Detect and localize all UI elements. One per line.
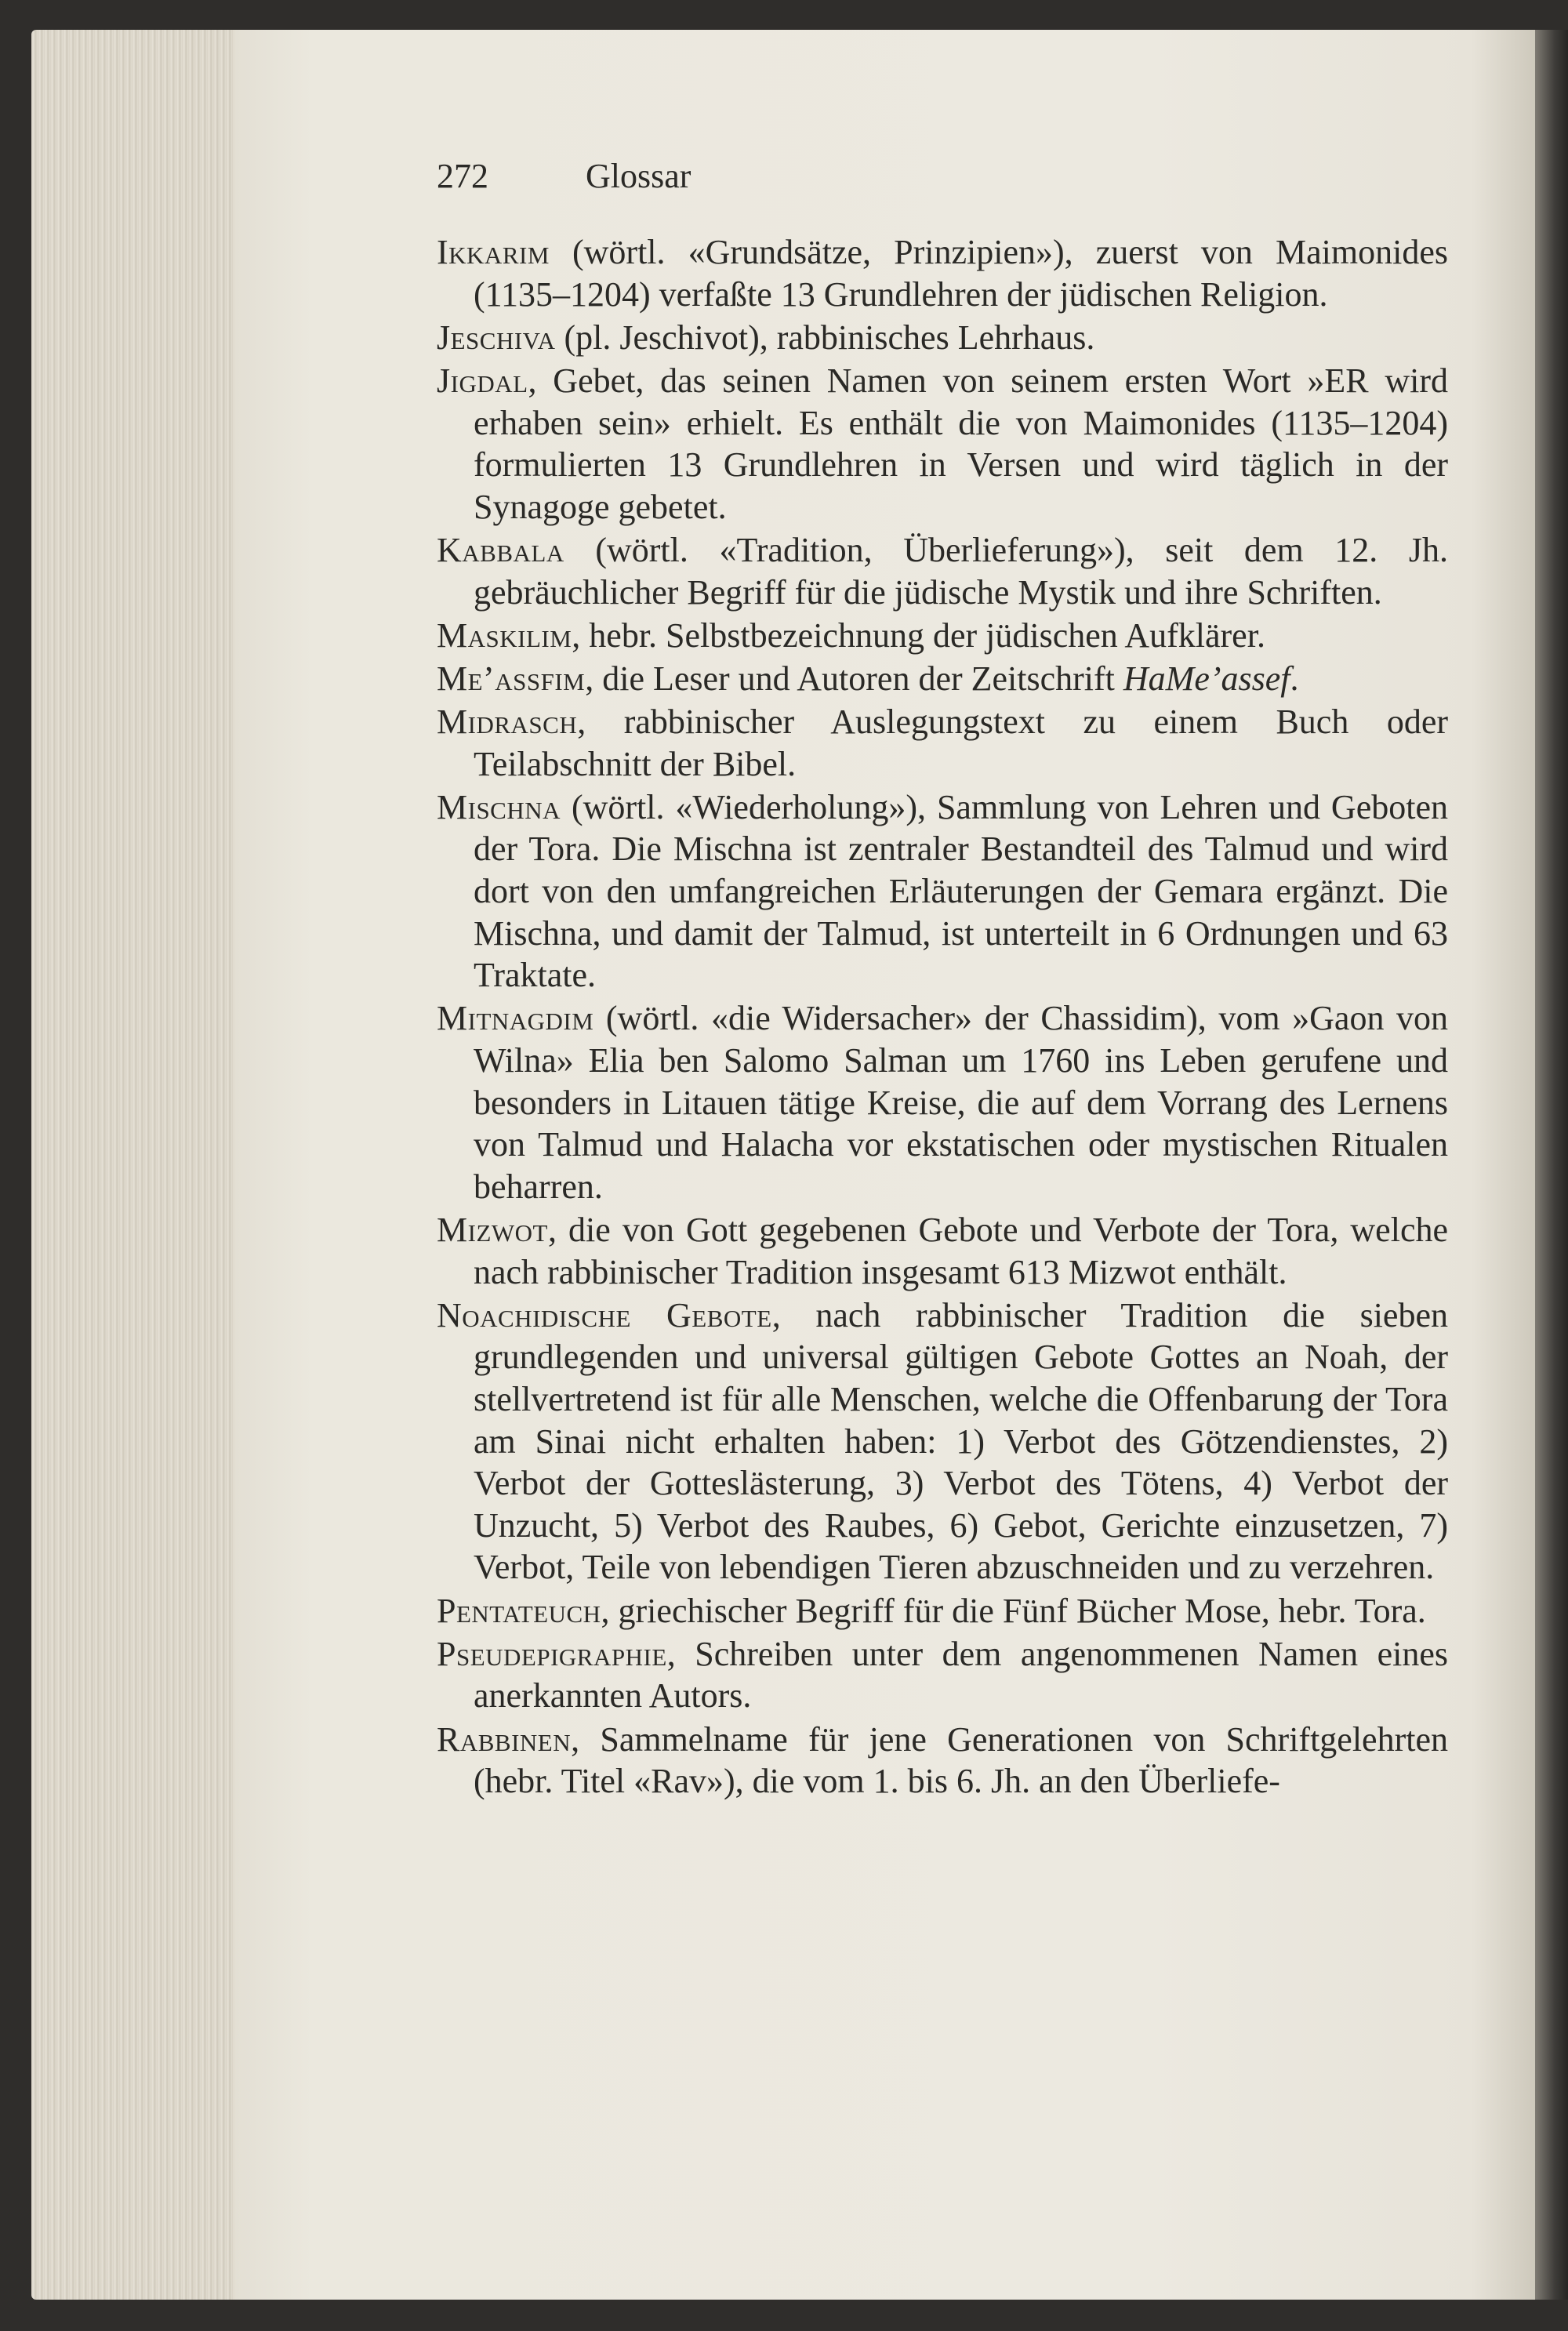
glossary-entry-pseudepigraphie (437, 1633, 1448, 1717)
glossary-definition: , die Leser und Autoren der Zeitschrift (585, 659, 1123, 698)
glossary-definition: (pl. Jeschivot), rabbinisches Lehrhaus. (555, 318, 1095, 357)
glossary-entry-jigdal (437, 360, 1448, 528)
glossary-term: Midrasch (437, 703, 578, 742)
glossary-term: Mitnagdim (437, 999, 594, 1038)
glossary-entry-jeschiva (437, 317, 1448, 359)
book-spine-shadow (1535, 30, 1568, 2300)
glossary-term: Pentateuch (437, 1591, 601, 1630)
glossary-definition-end: . (1290, 659, 1299, 698)
glossary-entry-mitnagdim (437, 997, 1448, 1207)
glossary-entries (437, 231, 1448, 1803)
glossary-entry-maskilim (437, 615, 1448, 657)
glossary-definition: , hebr. Selbstbezeichnung der jüdischen Aufklärer. (572, 615, 1265, 655)
running-header (437, 156, 691, 196)
glossary-term: Mizwot (437, 1211, 548, 1249)
glossary-definition: , rabbinischer Auslegungstext zu einem Buch oder Teilabschnitt der Bibel. (474, 703, 1448, 783)
glossary-entry-pentateuch (437, 1590, 1448, 1632)
glossary-definition: , griechischer Begriff für die Fünf Bücher Mose, hebr. Tora. (601, 1591, 1426, 1630)
glossary-definition: , Gebet, das seinen Namen von seinem ersten Wort »ER wird erhaben sein» erhielt. Es enthält die von Maimonides (1135–1204) formulierten 13 Grundlehren in Versen und wird täglich in der Synagoge gebetet. (474, 361, 1448, 526)
header-title: Glossar (586, 157, 691, 195)
glossary-definition: (wörtl. «Tradition, Überlieferung»), seit dem 12. Jh. gebräuchlicher Begriff für die jüdische Mystik und ihre Schriften. (474, 530, 1448, 612)
glossary-definition: (wörtl. «Grundsätze, Prinzipien»), zuerst von Maimonides (1135–1204) verfaßte 13 Grundlehren der jüdischen Religion. (474, 233, 1448, 314)
book-page-edges (31, 30, 267, 2300)
glossary-definition: (wörtl. «Wiederholung»), Sammlung von Lehren und Geboten der Tora. Die Mischna ist zentraler Bestandteil des Talmud und wird dort von den umfangreichen Erläuterungen der Gemara ergänzt. Die Mischna, und damit der Talmud, ist unterteilt in 6 Ordnungen und 63 Traktate. (474, 787, 1448, 995)
glossary-term: Jigdal (437, 361, 528, 400)
glossary-term: Noachidische Gebote (437, 1295, 772, 1334)
glossary-entry-mischna (437, 786, 1448, 997)
glossary-definition: , Sammelname für jene Generationen von Schriftgelehrten (hebr. Titel «Rav»), die vom 1. bis 6. Jh. an den Überliefe- (474, 1719, 1448, 1801)
glossary-entry-kabbala (437, 529, 1448, 613)
glossary-definition: (wörtl. «die Widersacher» der Chassidim), vom »Gaon von Wilna» Elia ben Salomo Salman um 1760 ins Leben gerufene und besonders in Litauen tätige Kreise, die auf dem Vorrang des Lernens von Talmud und Halacha vor ekstatischen oder mystischen Ritualen beharren. (474, 999, 1448, 1206)
glossary-entry-ikkarim (437, 231, 1448, 315)
glossary-entry-mizwot (437, 1209, 1448, 1293)
glossary-term: Maskilim (437, 615, 572, 655)
glossary-entry-meassfim (437, 658, 1448, 700)
journal-title: HaMe’assef (1123, 659, 1290, 698)
glossary-term: Kabbala (437, 530, 564, 569)
glossary-term: Mischna (437, 787, 561, 826)
glossary-term: Pseudepigraphie (437, 1634, 667, 1673)
glossary-entry-rabbinen (437, 1719, 1448, 1803)
glossary-term: Me’assfim (437, 659, 586, 698)
glossary-definition: , Schreiben unter dem angenommenen Namen eines anerkannten Autors. (474, 1634, 1448, 1716)
glossary-term: Ikkarim (437, 233, 550, 271)
glossary-term: Jeschiva (437, 318, 556, 357)
glossary-definition: , nach rabbinischer Tradition die sieben grundlegenden und universal gültigen Gebote Gottes an Noah, der stellvertretend ist für alle Menschen, welche die Offenbarung der Tora am Sinai nicht erhalten haben: 1) Verbot des Götzendienstes, 2) Verbot der Gotteslästerung, 3) Verbot des Tötens, 4) Verbot der Unzucht, 5) Verbot des Raubes, 6) Gebot, Gerichte einzusetzen, 7) Verbot, Teile von lebendigen Tieren abzuschneiden und zu verzehren. (474, 1295, 1448, 1587)
glossary-definition: , die von Gott gegebenen Gebote und Verbote der Tora, welche nach rabbinischer Tradition insgesamt 613 Mizwot enthält. (474, 1211, 1448, 1291)
glossary-entry-noachidische-gebote (437, 1294, 1448, 1588)
page-number: 272 (437, 157, 488, 195)
glossary-term: Rabbinen (437, 1719, 572, 1759)
glossary-entry-midrasch (437, 701, 1448, 785)
